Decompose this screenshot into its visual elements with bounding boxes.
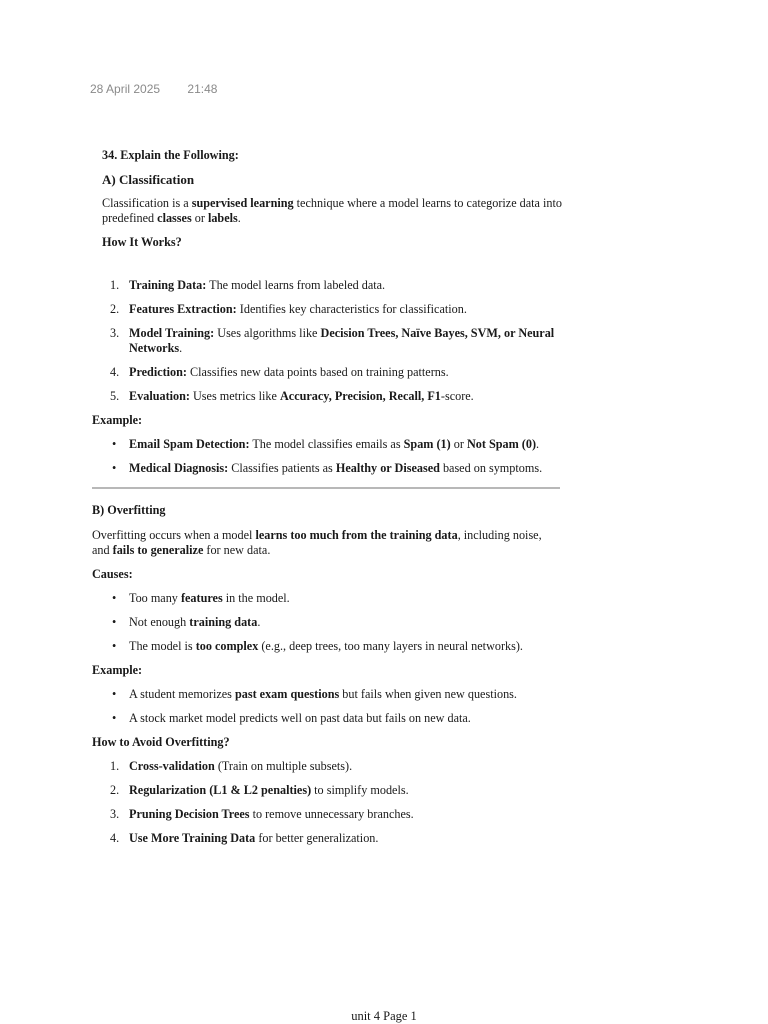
- section-heading-classification: A) Classification: [102, 172, 195, 187]
- classification-intro: Classification is a supervised learning technique where a model learns to categorize data into predefined classes or labels.: [102, 196, 562, 225]
- list-item: 2. Features Extraction: Identifies key characteristics for classification.: [110, 302, 467, 316]
- note-meta: [90, 82, 217, 96]
- document-body: [92, 148, 562, 855]
- list-item: 2. Regularization (L1 & L2 penalties) to simplify models.: [110, 783, 409, 797]
- list-item: • Not enough training data.: [112, 615, 261, 629]
- list-item: • The model is too complex (e.g., deep trees, too many layers in neural networks).: [112, 639, 523, 653]
- section-divider: [92, 487, 560, 489]
- page-footer: unit 4 Page 1: [351, 1009, 417, 1023]
- list-item: 1. Cross-validation (Train on multiple subsets).: [110, 759, 353, 773]
- list-item: 3. Pruning Decision Trees to remove unnecessary branches.: [110, 807, 414, 821]
- list-item: • A student memorizes past exam questions but fails when given new questions.: [112, 687, 517, 701]
- list-item: • Email Spam Detection: The model classifies emails as Spam (1) or Not Spam (0).: [112, 437, 540, 451]
- question-title: 34. Explain the Following:: [102, 148, 239, 162]
- overfitting-examples-list: [110, 687, 562, 726]
- avoid-overfitting-list: [110, 759, 562, 846]
- list-item: 3. Model Training: Uses algorithms like Decision Trees, Naïve Bayes, SVM, or Neural Networks.: [110, 326, 555, 355]
- causes-list: [110, 591, 562, 654]
- how-it-works-list: [110, 278, 562, 404]
- list-item: 4. Prediction: Classifies new data points based on training patterns.: [110, 365, 449, 379]
- overfitting-intro: Overfitting occurs when a model learns too much from the training data, including noise, and fails to generalize for new data.: [92, 528, 542, 557]
- overfitting-example-heading: Example:: [92, 663, 143, 677]
- classification-example-heading: Example:: [92, 413, 143, 427]
- how-it-works-heading: How It Works?: [102, 235, 182, 249]
- list-item: 5. Evaluation: Uses metrics like Accuracy, Precision, Recall, F1-score.: [110, 389, 474, 403]
- causes-heading: Causes:: [92, 567, 133, 581]
- list-item: 1. Training Data: The model learns from labeled data.: [110, 278, 386, 292]
- list-item: 4. Use More Training Data for better generalization.: [110, 831, 379, 845]
- section-heading-overfitting: B) Overfitting: [92, 503, 166, 517]
- note-date: 28 April 2025: [90, 82, 161, 96]
- list-item: • Medical Diagnosis: Classifies patients as Healthy or Diseased based on symptoms.: [112, 461, 543, 475]
- avoid-overfitting-heading: How to Avoid Overfitting?: [92, 735, 230, 749]
- classification-examples-list: [110, 437, 562, 476]
- list-item: • Too many features in the model.: [112, 591, 290, 605]
- note-time: 21:48: [187, 82, 218, 96]
- list-item: • A stock market model predicts well on past data but fails on new data.: [112, 711, 471, 725]
